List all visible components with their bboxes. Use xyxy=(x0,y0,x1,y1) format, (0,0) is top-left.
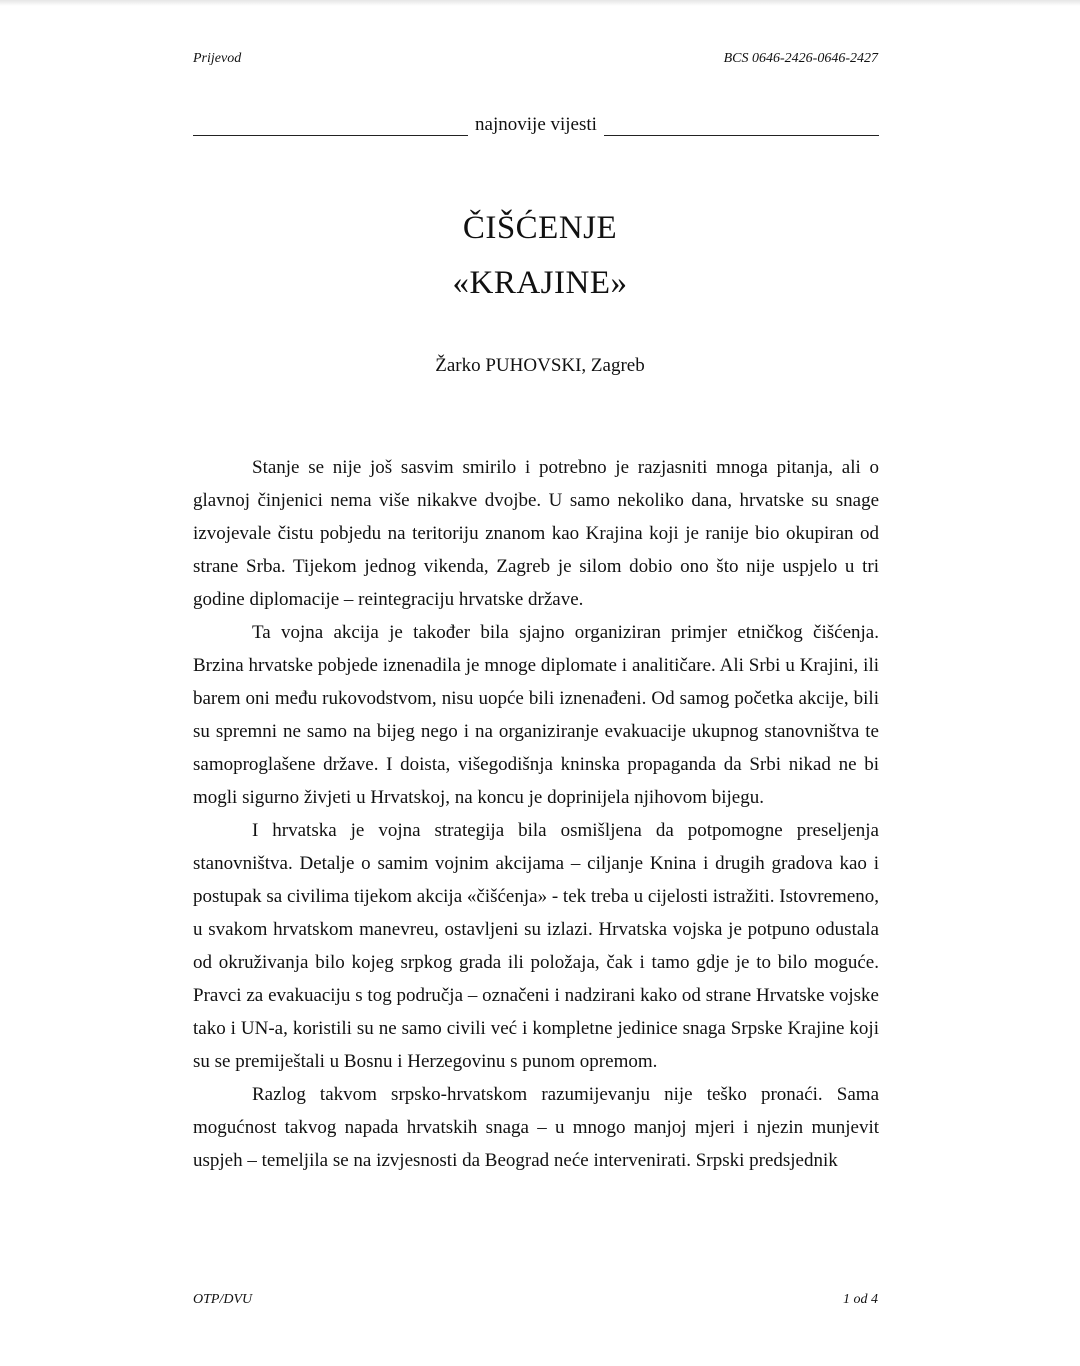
article-body xyxy=(193,451,879,1177)
page-top-shadow xyxy=(0,0,1080,6)
paragraph: Stanje se nije još sasvim smirilo i potrebno je razjasniti mnoga pitanja, ali o glavnoj činjenici nema više nikakve dvojbe. U samo nekoliko dana, hrvatske su snage izvojevale čistu pobjedu na teritoriju znanom kao Krajina koji je ranije bio okupiran od strane Srba. Tijekom jednog vikenda, Zagreb je silom dobio ono što nije uspjelo u tri godine diplomacije – reintegraciju hrvatske države. xyxy=(193,457,879,610)
rubric-rule-left xyxy=(193,117,468,136)
paragraph: I hrvatska je vojna strategija bila osmišljena da potpomogne preseljenja stanovništva. Detalje o samim vojnim akcijama – ciljanje Knina i drugih gradova kao i postupak sa civilima tijekom akcija «čišćenja» - tek treba u cijelosti istražiti. Istovremeno, u svakom hrvatskom manevreu, ostavljeni su izlazi. Hrvatska vojska je potpuno odustala od okruživanja bilo kojeg srpkog grada ili položaja, čak i tamo gdje je to bilo moguće. Pravci za evakuaciju s tog područja – označeni i nadzirani kako od strane Hrvatske vojske tako i UN-a, koristili su ne samo civili već i kompletne jedinice snaga Srpske Krajine koji su se premiještali u Bosnu i Herzegovinu s punom opremom. xyxy=(193,820,879,1072)
footer-label: OTP/DVU xyxy=(193,1292,253,1307)
rubric-text: najnovije vijesti xyxy=(475,114,597,135)
author-byline: Žarko PUHOVSKI, Zagreb xyxy=(435,355,645,376)
header-document-code: BCS 0646-2426-0646-2427 xyxy=(723,51,878,66)
page-number: 1 od 4 xyxy=(843,1292,878,1307)
title-line-2: «KRAJINE» xyxy=(452,265,628,301)
header-label: Prijevod xyxy=(193,51,242,66)
paragraph: Ta vojna akcija je također bila sjajno organiziran primjer etničkog čišćenja. Brzina hrvatske pobjede iznenadila je mnoge diplomate i analitičare. Ali Srbi u Krajini, ili barem oni među rukovodstvom, nisu uopće bili iznenađeni. Od samog početka akcije, bili su spremni ne samo na bijeg nego i na organiziranje evakuacije ukupnog stanovništva te samoproglašene države. I doista, višegodišnja kninska propaganda da Srbi nikad ne bi mogli sigurno živjeti u Hrvatskoj, na koncu je doprinijela njihovom bijegu. xyxy=(193,622,879,808)
rubric-rule-right xyxy=(604,117,879,136)
rubric xyxy=(193,114,879,136)
title-line-1: ČIŠĆENJE xyxy=(462,210,618,246)
paragraph: Razlog takvom srpsko-hrvatskom razumijevanju nije teško pronaći. Sama mogućnost takvog napada hrvatskih snaga – u mnogo manjoj mjeri i njezin munjevit uspjeh – temeljila se na izvjesnosti da Beograd neće intervenirati. Srpski predsjednik xyxy=(193,1084,879,1171)
